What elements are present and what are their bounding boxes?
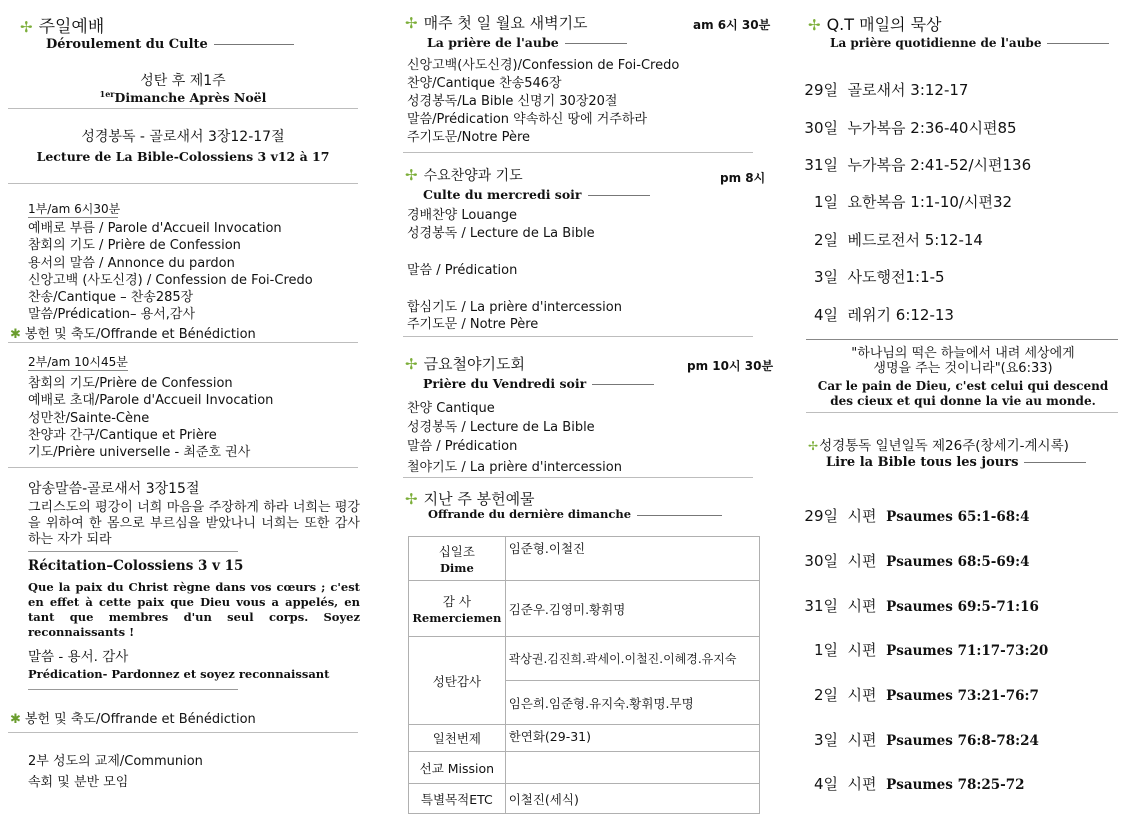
bible-text: Psaumes 69:5-71:16 xyxy=(886,599,1039,615)
reading-kr: 성경봉독 - 골로새서 3장12-17절 xyxy=(81,129,285,145)
sunday-name-fr-text: Dimanche Après Noël xyxy=(114,90,267,106)
day-label: 2일 xyxy=(813,231,838,249)
dawn-header xyxy=(405,12,588,33)
bible-text: Psaumes 73:21-76:7 xyxy=(886,688,1039,704)
quote-line: Car le pain de Dieu, c'est celui qui descend xyxy=(817,379,1109,393)
section-subtitle xyxy=(830,36,1109,50)
quote-kr xyxy=(798,346,1128,376)
fri-time: pm 10시 30분 xyxy=(687,359,774,373)
offering-value xyxy=(505,752,759,784)
list-item: 주기도문/Notre Père xyxy=(407,130,531,145)
cross-icon: ✢ xyxy=(405,14,418,32)
wed-time: pm 8시 xyxy=(720,171,766,185)
offering-label xyxy=(409,581,506,637)
bible-row xyxy=(798,684,1039,705)
offering-value: 곽상권.김진희.곽세이.이철진.이혜경.유지숙 xyxy=(505,637,759,681)
bible-text: Psaumes 76:8-78:24 xyxy=(886,733,1039,749)
sermon-fr: Prédication- Pardonnez et soyez reconnaissant xyxy=(28,667,330,681)
service1-time: 1부/am 6시30분 xyxy=(28,202,121,216)
service1-list xyxy=(28,220,313,324)
offering-label xyxy=(409,537,506,581)
section-subtitle xyxy=(423,187,650,202)
section-title: 성경통독 일년일독 제26주(창세기-계시록) xyxy=(819,438,1069,454)
list-item: 찬양과 간구/Cantique et Prière xyxy=(28,427,217,443)
section-subtitle-text: Culte du mercredi soir xyxy=(423,187,582,202)
list-item: 성경봉독 / Lecture de La Bible xyxy=(407,420,595,435)
fri-header xyxy=(405,353,525,374)
section-subtitle-text: La prière quotidienne de l'aube xyxy=(830,36,1042,50)
label-kr: 십일조 xyxy=(438,544,475,559)
label-kr: 감 사 xyxy=(442,594,471,609)
section-subtitle xyxy=(423,376,654,391)
day-label: 2일 xyxy=(813,686,838,704)
qt-text: 누가복음 2:41-52/시편136 xyxy=(847,156,1032,174)
cross-icon: ✢ xyxy=(405,490,418,508)
divider xyxy=(214,44,294,45)
service2-list xyxy=(28,375,273,461)
section-subtitle xyxy=(427,35,627,50)
bible-row xyxy=(798,639,1048,660)
offering-table xyxy=(408,536,760,814)
quote-line: 생명을 주는 것이니라"(요6:33) xyxy=(873,361,1053,376)
bible-row xyxy=(798,729,1039,750)
list-item: 봉헌 및 축도/Offrande et Bénédiction xyxy=(24,327,256,342)
divider xyxy=(592,384,654,385)
quote-fr xyxy=(798,379,1128,409)
divider xyxy=(8,467,358,468)
bible-text: Psaumes 71:17-73:20 xyxy=(886,643,1049,659)
offering-header xyxy=(405,488,535,509)
list-item: 찬양/Cantique 찬송546장 xyxy=(407,76,562,91)
section-subtitle-text: Lire la Bible tous les jours xyxy=(826,455,1019,470)
bible-row xyxy=(798,773,1025,794)
list-item: 경배찬양 Louange xyxy=(407,208,518,223)
cross-icon: ✢ xyxy=(808,16,821,34)
table-row xyxy=(409,784,760,814)
offering-label: 특별목적ETC xyxy=(409,784,506,814)
list-item: 찬양 Cantique xyxy=(407,401,495,416)
offering-line-2 xyxy=(10,708,256,727)
meeting-text: 속회 및 분반 모임 xyxy=(28,775,129,790)
offering-value: 임은희.임준형.유지숙.황휘명.무명 xyxy=(505,681,759,725)
list-item: 신앙고백(사도신경)/Confession de Foi-Credo xyxy=(407,58,680,73)
section-title: 매주 첫 일 월요 새벽기도 xyxy=(423,14,588,32)
qt-text: 레위기 6:12-13 xyxy=(847,306,954,324)
qt-text: 베드로전서 5:12-14 xyxy=(847,231,983,249)
weekday-service-column xyxy=(403,0,774,809)
day-label: 4일 xyxy=(813,775,838,793)
offering-line-1 xyxy=(10,323,256,342)
list-item: 성만찬/Sainte-Cène xyxy=(28,410,150,426)
sunday-header xyxy=(20,12,104,37)
day-label: 29일 xyxy=(804,81,838,99)
memory-verse-title: 암송말씀-골로새서 3장15절 xyxy=(28,481,200,497)
flower-icon: ✱ xyxy=(10,327,21,342)
dawn-list xyxy=(407,57,679,147)
qt-row xyxy=(798,229,983,250)
day-label: 30일 xyxy=(804,552,838,570)
list-item: 합심기도 / La prière d'intercession xyxy=(407,300,622,315)
day-label: 4일 xyxy=(813,306,838,324)
divider xyxy=(8,342,358,343)
offering-value: 김준우.김영미.황휘명 xyxy=(505,581,759,637)
cross-icon: ✢ xyxy=(405,355,418,373)
qt-row xyxy=(798,154,1031,175)
divider xyxy=(28,551,238,552)
section-subtitle xyxy=(428,507,722,521)
divider xyxy=(806,412,1118,413)
memory-verse-kr: 그리스도의 평강이 너희 마음을 주장하게 하라 너희는 평강을 위하여 한 몸으로 부르심을 받았나니 너희는 또한 감사하는 자가 되라 xyxy=(28,500,360,547)
list-item: 성경봉독/La Bible 신명기 30장20절 xyxy=(407,94,618,109)
list-item: 참회의 기도 / Prière de Confession xyxy=(28,238,241,254)
day-label: 31일 xyxy=(804,597,838,615)
divider xyxy=(1024,462,1086,463)
offering-value: 한연화(29-31) xyxy=(505,725,759,752)
cross-icon: ✢ xyxy=(405,166,418,184)
cross-icon: ✢ xyxy=(808,439,819,453)
sunday-name-kr: 성탄 후 제1주 xyxy=(140,73,226,89)
section-title: Q.T 매일의 묵상 xyxy=(826,15,942,34)
bible-row xyxy=(798,595,1039,616)
section-subtitle-text: Prière du Vendredi soir xyxy=(423,376,587,391)
communion-text: 2부 성도의 교제/Communion xyxy=(28,754,203,769)
list-item: 예배로 초대/Parole d'Accueil Invocation xyxy=(28,393,274,409)
list-item: 말씀/Prédication– 용서,감사 xyxy=(28,307,196,323)
bible-text: Psaumes 65:1-68:4 xyxy=(886,509,1030,525)
divider xyxy=(8,183,358,184)
flower-icon: ✱ xyxy=(10,712,21,727)
qt-row xyxy=(798,304,954,325)
book-label: 시편 xyxy=(847,641,877,659)
section-title: 주일예배 xyxy=(38,17,105,37)
qt-text: 요한복음 1:1-10/시편32 xyxy=(847,193,1013,211)
section-title: 수요찬양과 기도 xyxy=(423,168,523,184)
section-subtitle xyxy=(826,455,1086,470)
table-row xyxy=(409,725,760,752)
list-item: 용서의 말씀 / Annonce du pardon xyxy=(28,255,235,271)
bible-row xyxy=(798,550,1030,571)
recitation-title: Récitation–Colossiens 3 v 15 xyxy=(28,558,244,574)
list-item: 성경봉독 / Lecture de La Bible xyxy=(407,226,595,241)
list-item: 주기도문 / Notre Père xyxy=(407,317,539,332)
qt-row xyxy=(798,191,1012,212)
bible-text: Psaumes 68:5-69:4 xyxy=(886,554,1030,570)
list-item: 말씀/Prédication 약속하신 땅에 거주하라 xyxy=(407,112,648,127)
table-row xyxy=(409,581,760,637)
divider xyxy=(403,336,753,337)
book-label: 시편 xyxy=(847,731,877,749)
divider xyxy=(403,477,753,478)
bible-text: Psaumes 78:25-72 xyxy=(886,777,1025,793)
dawn-time: am 6시 30분 xyxy=(693,18,771,32)
bible-header xyxy=(808,434,1069,454)
list-item: 철야기도 / La prière d'intercession xyxy=(407,460,622,475)
recitation-text: Que la paix du Christ règne dans vos cœurs ; c'est en effet à cette paix que Dieu vous a appelés, en tant que membres d'un seul corps. Soyez reconnaissants ! xyxy=(28,580,360,639)
section-title: 금요철야기도회 xyxy=(423,355,526,373)
service2-time: 2부/am 10시45분 xyxy=(28,355,128,369)
book-label: 시편 xyxy=(847,552,877,570)
label-kr: 성탄감사 xyxy=(432,673,481,689)
qt-text: 골로새서 3:12-17 xyxy=(847,81,969,99)
day-label: 30일 xyxy=(804,119,838,137)
section-subtitle-text: Offrande du dernière dimanche xyxy=(428,507,632,521)
bible-row xyxy=(798,505,1030,526)
section-subtitle xyxy=(46,37,294,52)
label-fr: Dime xyxy=(439,561,474,575)
qt-text: 누가복음 2:36-40시편85 xyxy=(847,119,1017,137)
book-label: 시편 xyxy=(847,507,877,525)
qt-header xyxy=(808,12,941,35)
day-label: 31일 xyxy=(804,156,838,174)
divider xyxy=(28,689,238,690)
day-label: 1일 xyxy=(813,641,838,659)
day-label: 29일 xyxy=(804,507,838,525)
sunday-sup: 1er xyxy=(99,89,115,99)
book-label: 시편 xyxy=(847,597,877,615)
table-row xyxy=(409,752,760,784)
offering-label: 일천번제 xyxy=(409,725,506,752)
offering-text: 봉헌 및 축도/Offrande et Bénédiction xyxy=(24,712,256,727)
book-label: 시편 xyxy=(847,686,877,704)
divider xyxy=(806,339,1118,340)
reading-fr: Lecture de La Bible-Colossiens 3 v12 à 17 xyxy=(36,149,330,164)
table-row xyxy=(409,637,760,681)
list-item: 참회의 기도/Prière de Confession xyxy=(28,376,233,391)
list-item: 말씀 / Prédication xyxy=(407,263,518,278)
wed-header xyxy=(405,165,523,185)
offering-label xyxy=(409,637,506,725)
list-item: 신앙고백 (사도신경) / Confession de Foi-Credo xyxy=(28,272,313,288)
offering-value: 임준형.이철진 xyxy=(505,537,759,581)
sermon-kr: 말씀 - 용서. 감사 xyxy=(28,649,129,665)
divider xyxy=(8,108,358,109)
label-fr: Remerciemen xyxy=(412,611,502,625)
section-subtitle-text: Déroulement du Culte xyxy=(46,37,208,52)
qt-text: 사도행전1:1-5 xyxy=(847,268,945,286)
qt-row xyxy=(798,117,1017,138)
divider xyxy=(565,43,627,44)
offering-value: 이철진(세식) xyxy=(505,784,759,814)
offering-label: 선교 Mission xyxy=(409,752,506,784)
day-label: 3일 xyxy=(813,268,838,286)
table-row xyxy=(409,537,760,581)
section-title: 지난 주 봉헌예물 xyxy=(423,490,535,508)
day-label: 3일 xyxy=(813,731,838,749)
divider xyxy=(403,152,753,153)
reading-column xyxy=(798,0,1138,809)
quote-line: des cieux et qui donne la vie au monde. xyxy=(830,394,1096,408)
quote-line: "하나님의 떡은 하늘에서 내려 세상에게 xyxy=(851,346,1075,361)
divider xyxy=(637,515,722,516)
list-item: 예배로 부름 / Parole d'Accueil Invocation xyxy=(28,221,282,236)
divider xyxy=(588,195,650,196)
divider xyxy=(8,732,358,733)
divider xyxy=(1047,43,1109,44)
day-label: 1일 xyxy=(813,193,838,211)
book-label: 시편 xyxy=(847,775,877,793)
sunday-name-fr xyxy=(8,89,358,105)
list-item: 기도/Prière universelle - 최준호 권사 xyxy=(28,445,251,461)
qt-row xyxy=(798,266,945,287)
cross-icon: ✢ xyxy=(20,18,33,36)
list-item: 말씀 / Prédication xyxy=(407,439,518,454)
section-subtitle-text: La prière de l'aube xyxy=(427,35,559,50)
qt-row xyxy=(798,79,968,100)
sunday-service-column xyxy=(8,0,358,809)
list-item: 찬송/Cantique – 찬송285장 xyxy=(28,290,194,306)
